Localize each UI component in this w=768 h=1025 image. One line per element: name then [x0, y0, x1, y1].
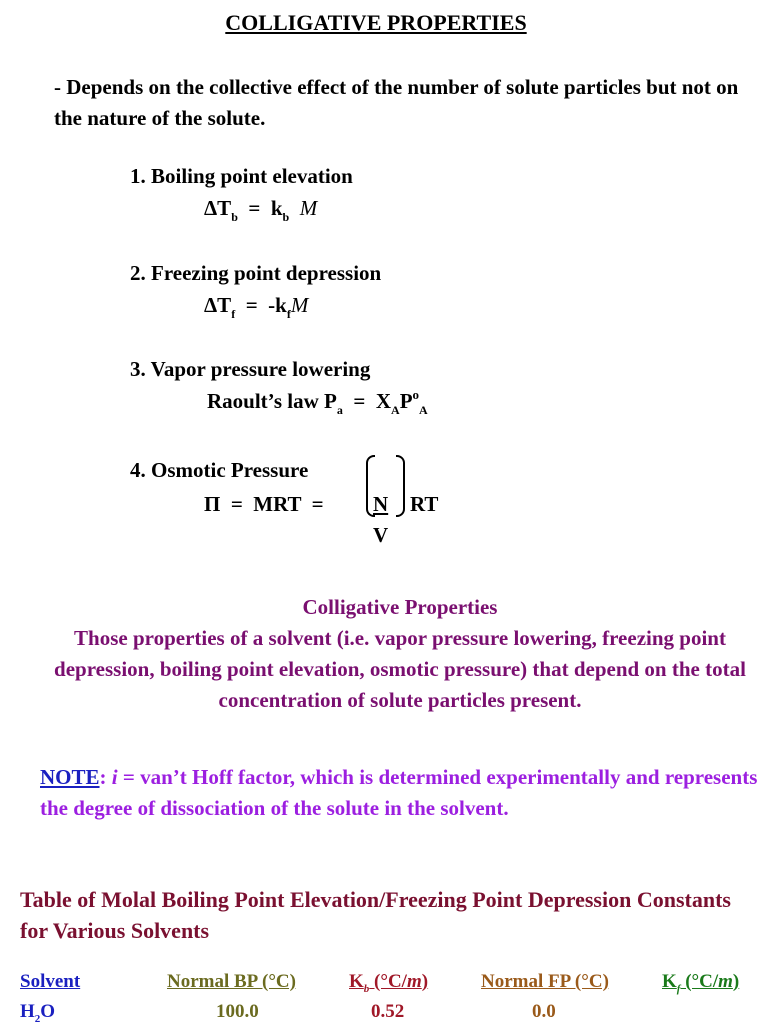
table-row-fp: 0.0: [532, 1001, 556, 1022]
fraction-numerator: N: [373, 492, 389, 516]
formula-freezing-point: [204, 293, 309, 321]
note-text: = van’t Hoff factor, which is determined experimentally and represents the degree of dissociation of the solute in the solvent.: [40, 765, 758, 820]
formula-p-sub: a: [336, 403, 343, 417]
header-kb: $K_b$ (°C/m): [349, 971, 429, 995]
formula-p2-sup: o: [412, 387, 420, 402]
item-osmotic-pressure: 4. Osmotic Pressure: [130, 458, 309, 482]
formula-raoult: [207, 387, 428, 417]
formula-rt: RT: [410, 492, 439, 516]
definition-heading: Colligative Properties: [302, 595, 498, 619]
definition-text: Those properties of a solvent (i.e. vapor pressure lowering, freezing point depression, boiling point elevation, osmotic pressure) that depend on the total concentration of solute particles present.: [54, 626, 746, 712]
definition-block: [40, 592, 760, 716]
formula-k-sub: b: [282, 210, 290, 224]
formula-x-sub: A: [391, 403, 400, 417]
formula-lhs-sub: f: [231, 307, 236, 321]
table-row-solvent: $H_2O$: [20, 1001, 56, 1025]
formula-eq: = k: [237, 196, 283, 220]
header-normal-bp: Normal BP (°C): [167, 971, 296, 992]
formula-boiling-point: [204, 196, 318, 224]
formula-k-sub: f: [286, 307, 291, 321]
formula-p2-sub: A: [419, 403, 428, 417]
formula-p2: P: [399, 389, 413, 413]
formula-prefix: Raoult’s law P: [207, 389, 337, 413]
formula-lhs-sub: b: [231, 210, 238, 224]
header-solvent: Solvent: [20, 971, 81, 992]
formula-lhs: ΔT: [204, 196, 232, 220]
page-title: COLLIGATIVE PROPERTIES: [225, 10, 527, 35]
item-boiling-point: 1. Boiling point elevation: [130, 164, 353, 188]
note-variable: i: [111, 765, 118, 789]
note-block: NOTE: i = van’t Hoff factor, which is determined experimentally and represents the degree of dissociation of the solute in the solvent.: [40, 765, 758, 820]
formula-lhs: ΔT: [204, 293, 232, 317]
formula-osmotic-lhs: Π = MRT =: [204, 492, 329, 516]
formula-eq: = X: [342, 389, 392, 413]
formula-var: M: [299, 196, 318, 220]
item-vapor-pressure: 3. Vapor pressure lowering: [130, 357, 371, 381]
formula-eq: = -k: [235, 293, 287, 317]
table-title: Table of Molal Boiling Point Elevation/Freezing Point Depression Constants for Various Solvents: [20, 887, 731, 943]
item-freezing-point: 2. Freezing point depression: [130, 261, 382, 285]
fraction-denominator: V: [373, 523, 389, 547]
table-row-kb: 0.52: [371, 1001, 405, 1022]
paren-right: [396, 455, 405, 517]
intro-text: - Depends on the collective effect of the number of solute particles but not on the nature of the solute.: [54, 75, 739, 130]
formula-var: M: [290, 293, 309, 317]
header-kf: $K_f$ (°C/m): [662, 971, 740, 995]
header-normal-fp: Normal FP (°C): [481, 971, 609, 992]
note-label: NOTE: [40, 765, 100, 789]
table-row-bp: 100.0: [216, 1001, 259, 1022]
